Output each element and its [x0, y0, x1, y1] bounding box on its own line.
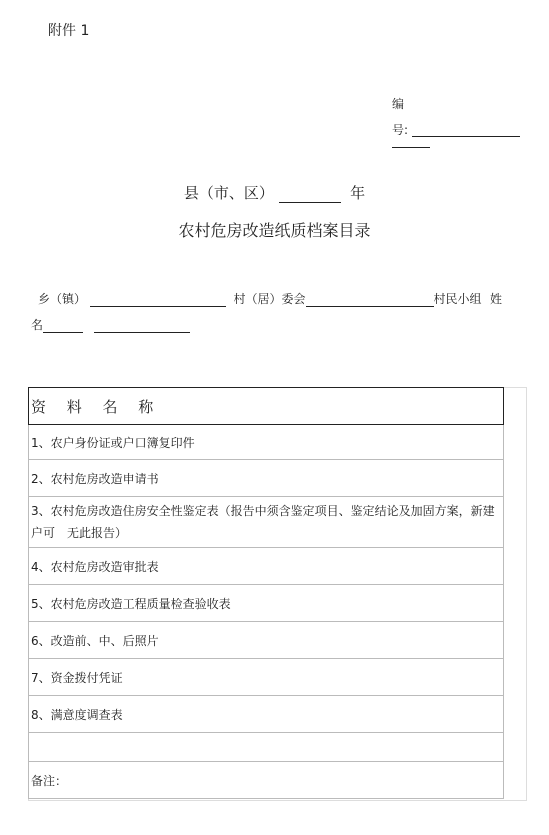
name-label-1: 姓 — [490, 292, 503, 306]
table-row: 8、满意度调查表 — [29, 696, 504, 733]
county-year-line — [0, 182, 549, 203]
attachment-label: 附件 1 — [48, 23, 90, 39]
number-blank-cont[interactable] — [392, 147, 430, 148]
number-label-text: 号: — [392, 123, 409, 137]
table-row: 3、农村危房改造住房安全性鉴定表（报告中须含鉴定项目、鉴定结论及加固方案，新建户可 无此报告） — [29, 497, 504, 548]
table-row: 5、农村危房改造工程质量检查验收表 — [29, 585, 504, 622]
name-label-2: 名 — [31, 318, 44, 332]
name-blank-2[interactable] — [94, 320, 190, 333]
table-header: 资 料 名 称 — [29, 388, 504, 425]
year-label: 年 — [350, 184, 366, 202]
township-blank[interactable] — [90, 294, 226, 307]
table-row: 6、改造前、中、后照片 — [29, 622, 504, 659]
number-label-1: 编 — [392, 97, 405, 111]
village-label: 村（居）委会 — [233, 292, 306, 306]
table-row: 1、农户身份证或户口簿复印件 — [29, 425, 504, 460]
table-row: 4、农村危房改造审批表 — [29, 548, 504, 585]
group-label: 村民小组 — [433, 292, 482, 306]
village-blank[interactable] — [306, 294, 434, 307]
number-blank[interactable] — [412, 124, 520, 137]
number-label-2 — [392, 123, 520, 137]
township-line — [38, 290, 482, 307]
name-blank[interactable] — [43, 320, 83, 333]
county-label: 县（市、区） — [183, 184, 274, 202]
county-blank[interactable] — [279, 188, 341, 203]
document-list-table — [28, 387, 504, 799]
table-row: 2、农村危房改造申请书 — [29, 460, 504, 497]
table-row: 7、资金拨付凭证 — [29, 659, 504, 696]
table-row — [29, 733, 504, 762]
name-line — [31, 316, 190, 333]
note-row: 备注： — [29, 762, 504, 799]
township-label: 乡（镇） — [38, 292, 87, 306]
page-title: 农村危房改造纸质档案目录 — [178, 221, 371, 240]
